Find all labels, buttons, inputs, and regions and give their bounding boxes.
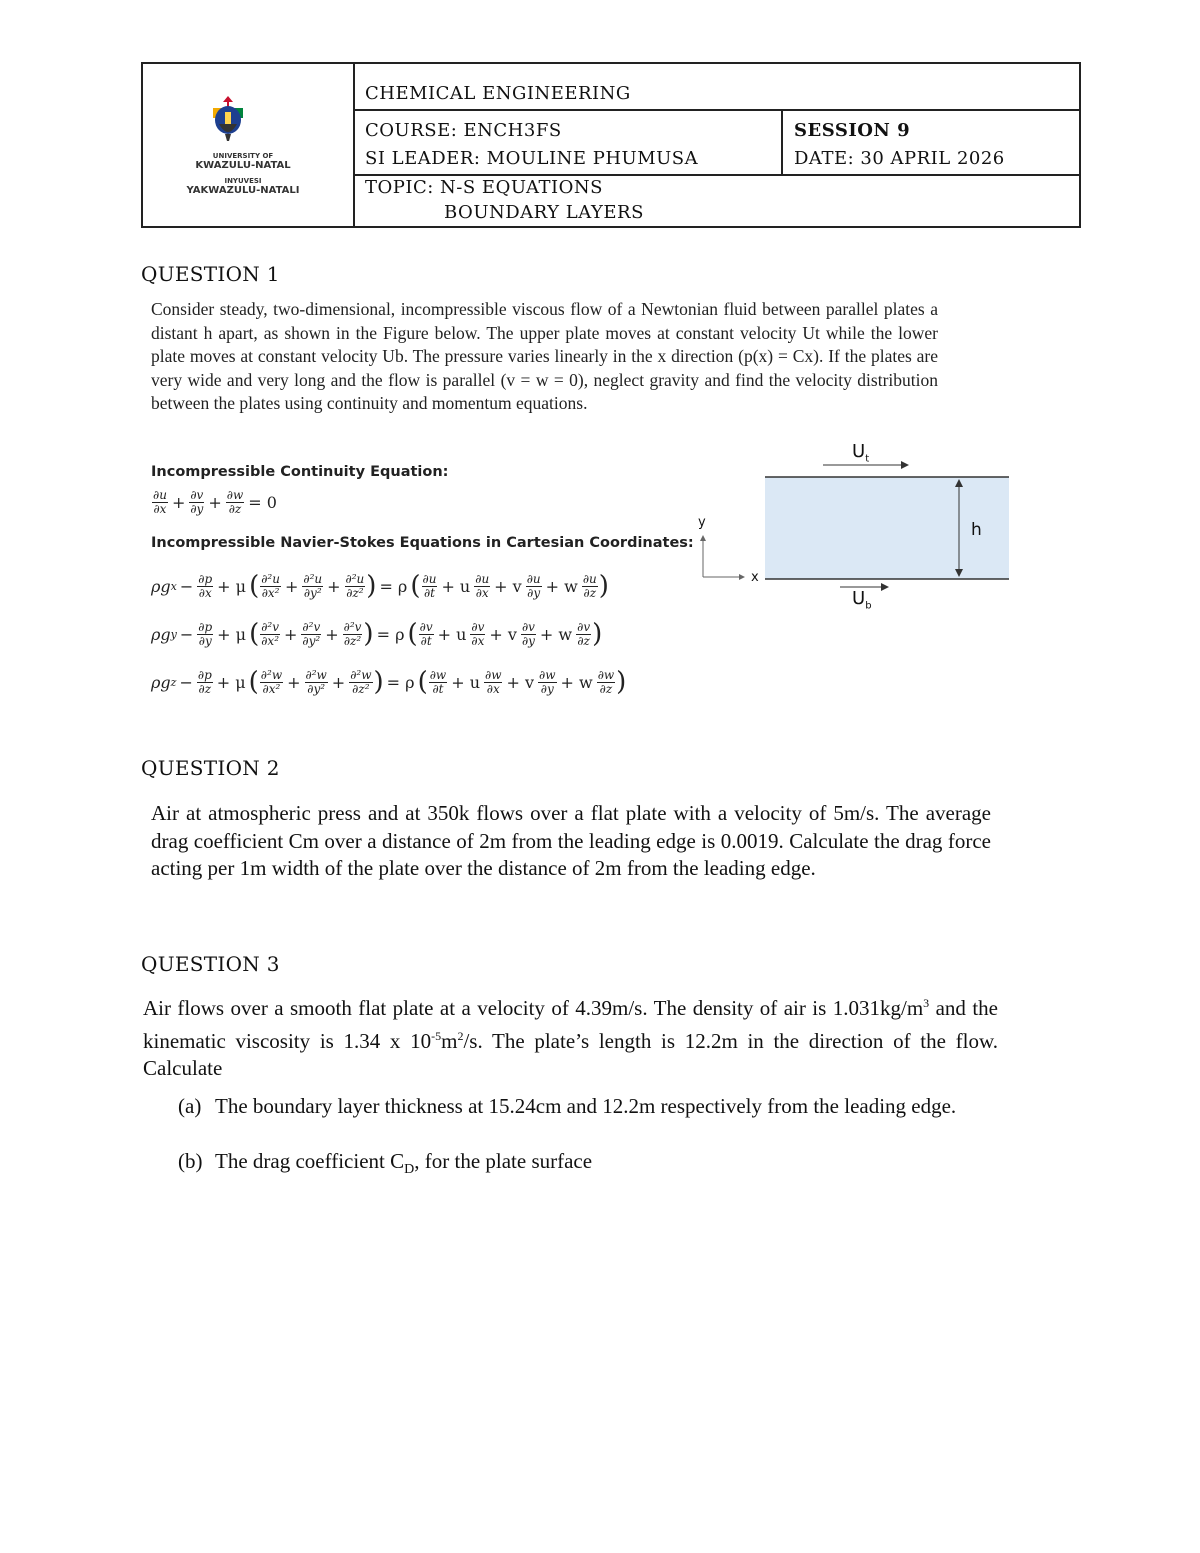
x-axis-label: x (751, 570, 759, 585)
course-value: : ENCH3FS (450, 120, 562, 141)
si-leader-line (365, 148, 698, 169)
upper-velocity-label: $U_t$ (852, 441, 870, 465)
course-line (365, 120, 562, 141)
logo-line: UNIVERSITY OF (212, 152, 274, 160)
list-marker: (b) (178, 1149, 203, 1173)
continuity-equation: $\frac{\partial u}{\partial x}$ + $\frac{\partial v}{\partial y}$ + $\frac{\partial w}{\partial z}$ = 0 (153, 487, 277, 516)
divider (353, 64, 355, 226)
question-3-text: Air flows over a smooth flat plate at a velocity of 4.39m/s. The density of air is $1.031kg/m^3$ and the kinematic viscosity is 1.34 x $10^{-5}m^2/s$. The plate’s length is 12.2m in the direction of the flow. Calculate (143, 996, 998, 1080)
date-line (794, 148, 1005, 169)
y-axis-label: y (698, 515, 706, 530)
arrowhead-icon (901, 461, 909, 469)
date-label: DATE (794, 148, 848, 169)
question-2-text: Air at atmospheric press and at 350k flows over a flat plate with a velocity of 5m/s. The average drag coefficient Cm over a distance of 2m from the leading edge is 0.0019. Calculate the drag force acting per 1m width of the plate over the distance of 2m from the leading edge. (151, 801, 991, 880)
divider (353, 174, 1079, 176)
course-label: COURSE (365, 120, 451, 141)
lower-velocity-label: $U_b$ (852, 588, 872, 612)
arrowhead-icon (881, 583, 889, 591)
ns-equation-y: ρg y − $\frac{\partial p}{\partial y}$ + μ ( $\frac{\text{∂²v}}{\text{∂x²}}$ + $\frac{\text{∂²v}}{\text{∂y²}}$ + $\frac{\text{∂²v}}{\text{∂z²}}$ ) = ρ ( $\frac{\partial v}{\partial t}$ + u $\frac{\partial v}{\partial x}$ + v $\frac{\partial v}{\partial y}$ + w $\frac{\partial v}{\partial z}$ ) (151, 619, 603, 649)
divider (781, 109, 783, 175)
department-title: CHEMICAL ENGINEERING (365, 83, 631, 104)
list-item-text: The boundary layer thickness at 15.24cm and 12.2m respectively from the leading edge. (215, 1094, 957, 1118)
si-label: SI LEADER (365, 148, 474, 169)
logo-line: KWAZULU-NATAL (195, 160, 291, 171)
topic-value-2: BOUNDARY LAYERS (444, 202, 644, 223)
logo-line: YAKWAZULU-NATALI (186, 185, 300, 196)
question-1-title: QUESTION 1 (141, 262, 280, 286)
arrowhead-icon (739, 574, 745, 580)
list-item-text: The drag coefficient $C_D$, for the plate surface (215, 1149, 593, 1178)
ns-equation-x: ρg x − $\frac{\partial p}{\partial x}$ + μ ( $\frac{\text{∂²u}}{\text{∂x²}}$ + $\frac{\text{∂²u}}{\text{∂y²}}$ + $\frac{\text{∂²u}}{\text{∂z²}}$ ) = ρ ( $\frac{\partial u}{\partial t}$ + u $\frac{\partial u}{\partial x}$ + v $\frac{\partial u}{\partial y}$ + w $\frac{\partial u}{\partial z}$ ) (151, 571, 609, 601)
list-item-b (178, 1148, 1000, 1184)
divider (353, 109, 1079, 111)
logo-line: INYUVESI (224, 177, 262, 185)
ns-equation-z: ρg z − $\frac{\partial p}{\partial z}$ + μ ( $\frac{\text{∂²w}}{\text{∂x²}}$ + $\frac{\text{∂²w}}{\text{∂y²}}$ + $\frac{\text{∂²w}}{\text{∂z²}}$ ) = ρ ( $\frac{\partial w}{\partial t}$ + u $\frac{\partial w}{\partial x}$ + v $\frac{\partial w}{\partial y}$ + w $\frac{\partial w}{\partial z}$ ) (151, 667, 627, 697)
university-crest-icon (205, 94, 251, 142)
question-1-text: Consider steady, two-dimensional, incompressible viscous flow of a Newtonian fluid between parallel plates a distant h apart, as shown in the Figure below. The upper plate moves at constant velocity Ut while the lower plate moves at constant velocity Ub. The pressure varies linearly in the x direction (p(x) = Cx). If the plates are very wide and very long and the flow is parallel (v = w = 0), neglect gravity and find the velocity distribution between the plates using continuity and momentum equations. (151, 299, 938, 413)
si-value: : MOULINE PHUMUSA (473, 148, 699, 169)
arrowhead-icon (700, 535, 706, 541)
topic-value: : N-S EQUATIONS (427, 177, 603, 198)
navier-stokes-heading: Incompressible Navier-Stokes Equations in Cartesian Coordinates: (151, 535, 694, 551)
question-3-title: QUESTION 3 (141, 952, 280, 976)
header-table (141, 62, 1081, 228)
navier-stokes-equations (151, 566, 626, 702)
session-label: SESSION 9 (794, 120, 911, 141)
list-item-a (178, 1093, 1000, 1121)
question-2-title: QUESTION 2 (141, 756, 280, 780)
list-marker: (a) (178, 1094, 202, 1118)
topic-line (365, 177, 603, 198)
topic-label: TOPIC (365, 177, 428, 198)
date-value: : 30 APRIL 2026 (847, 148, 1005, 169)
h-label: h (971, 520, 982, 540)
continuity-heading: Incompressible Continuity Equation: (151, 464, 449, 480)
